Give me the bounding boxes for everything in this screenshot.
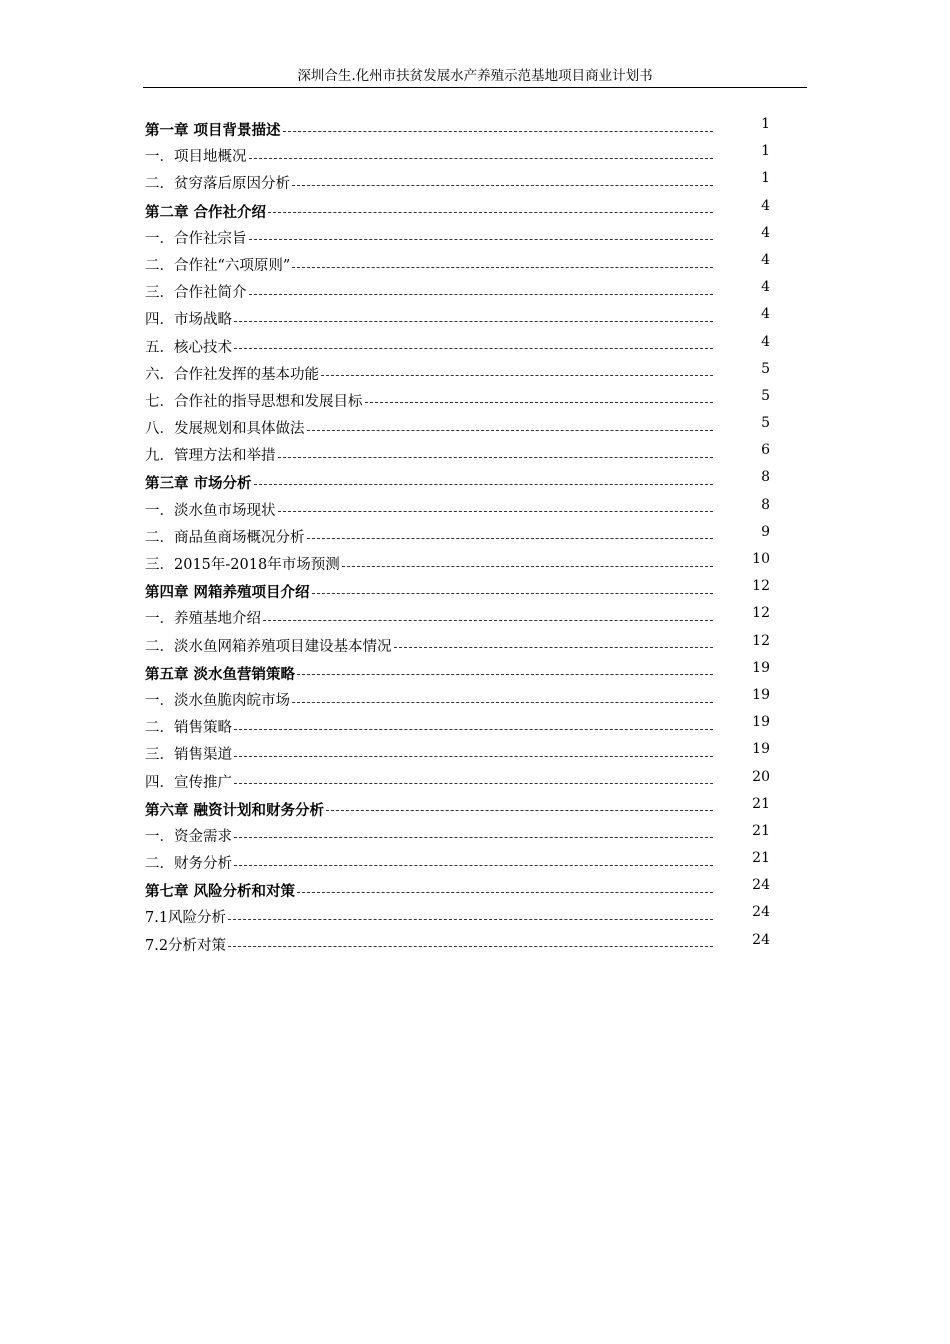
toc-page-number: 20	[752, 768, 770, 785]
toc-entry-label: 第二章 合作社介绍	[145, 203, 267, 221]
toc-section-entry[interactable]	[145, 552, 785, 579]
toc-section-entry[interactable]	[145, 851, 785, 878]
toc-section-entry[interactable]	[145, 606, 785, 633]
toc-chapter-entry[interactable]	[145, 579, 785, 606]
toc-section-entry[interactable]	[145, 715, 785, 742]
toc-section-entry[interactable]	[145, 362, 785, 389]
toc-page-number: 8	[761, 469, 770, 486]
toc-dot-leader	[394, 647, 713, 648]
toc-entry-label: 二．合作社“六项原则”	[145, 257, 291, 274]
toc-entry-label: 一．淡水鱼脆肉皖市场	[145, 692, 290, 709]
toc-entry-label: 二．销售策略	[145, 720, 232, 737]
toc-entry-label: 二．贫穷落后原因分析	[145, 176, 290, 193]
toc-entry-label: 第四章 网箱养殖项目介绍	[145, 584, 310, 602]
toc-dot-leader	[283, 131, 713, 132]
toc-entry-label: 一．合作社宗旨	[145, 230, 247, 247]
toc-dot-leader	[297, 892, 713, 893]
toc-entry-label: 一．养殖基地介绍	[145, 611, 261, 628]
toc-page-number: 12	[752, 632, 770, 649]
toc-dot-leader	[234, 729, 713, 730]
toc-chapter-entry[interactable]	[145, 797, 785, 824]
toc-section-entry[interactable]	[145, 144, 785, 171]
toc-entry-label: 二．商品鱼商场概况分析	[145, 529, 305, 546]
toc-page-number: 4	[761, 224, 770, 241]
toc-dot-leader	[342, 566, 713, 567]
toc-dot-leader	[234, 865, 713, 866]
document-title: 深圳合生.化州市扶贫发展水产养殖示范基地项目商业计划书	[297, 68, 653, 84]
toc-dot-leader	[234, 837, 713, 838]
toc-page-number: 24	[752, 904, 770, 921]
toc-dot-leader	[228, 946, 713, 947]
toc-entry-label: 四．市场战略	[145, 312, 232, 329]
toc-entry-label: 四．宣传推广	[145, 774, 232, 791]
toc-dot-leader	[268, 212, 713, 213]
toc-page-number: 8	[761, 496, 770, 513]
toc-section-entry[interactable]	[145, 171, 785, 198]
toc-section-entry[interactable]	[145, 634, 785, 661]
toc-dot-leader	[249, 294, 713, 295]
toc-page-number: 5	[761, 387, 770, 404]
toc-dot-leader	[292, 185, 713, 186]
toc-dot-leader	[278, 511, 713, 512]
toc-page-number: 9	[761, 523, 770, 540]
toc-section-entry[interactable]	[145, 226, 785, 253]
toc-entry-label: 三．销售渠道	[145, 747, 232, 764]
toc-dot-leader	[263, 620, 713, 621]
toc-page-number: 1	[761, 116, 770, 132]
toc-page-number: 19	[752, 686, 770, 703]
toc-entry-label: 7.2分析对策	[145, 937, 227, 954]
toc-chapter-entry[interactable]	[145, 470, 785, 497]
toc-dot-leader	[326, 810, 713, 811]
toc-page-number: 4	[761, 197, 770, 214]
toc-chapter-entry[interactable]	[145, 661, 785, 688]
toc-section-entry[interactable]	[145, 905, 785, 932]
toc-entry-label: 八．发展规划和具体做法	[145, 421, 305, 438]
toc-page-number: 21	[752, 795, 770, 812]
toc-page-number: 4	[761, 306, 770, 323]
toc-entry-label: 第三章 市场分析	[145, 475, 252, 493]
toc-entry-label: 七．合作社的指导思想和发展目标	[145, 393, 363, 410]
toc-section-entry[interactable]	[145, 525, 785, 552]
toc-page-number: 24	[752, 931, 770, 948]
page-header	[143, 67, 807, 88]
toc-section-entry[interactable]	[145, 770, 785, 797]
toc-dot-leader	[234, 348, 713, 349]
toc-page-number: 1	[761, 170, 770, 187]
toc-dot-leader	[249, 158, 713, 159]
toc-page-number: 21	[752, 850, 770, 867]
toc-page-number: 10	[752, 551, 770, 567]
toc-section-entry[interactable]	[145, 933, 785, 960]
toc-dot-leader	[234, 756, 713, 757]
toc-page-number: 19	[752, 741, 770, 758]
toc-dot-leader	[292, 267, 713, 268]
toc-entry-label: 第五章 淡水鱼营销策略	[145, 665, 296, 683]
toc-dot-leader	[278, 457, 713, 458]
toc-dot-leader	[292, 702, 713, 703]
toc-entry-label: 九．管理方法和举措	[145, 448, 276, 465]
toc-section-entry[interactable]	[145, 335, 785, 362]
toc-dot-leader	[312, 593, 713, 594]
toc-page-number: 4	[761, 251, 770, 268]
toc-section-entry[interactable]	[145, 389, 785, 416]
toc-page-number: 21	[752, 822, 770, 839]
toc-section-entry[interactable]	[145, 498, 785, 525]
toc-page-number: 4	[761, 333, 770, 350]
toc-entry-label: 二．淡水鱼网箱养殖项目建设基本情况	[145, 638, 392, 655]
toc-dot-leader	[307, 538, 713, 539]
toc-entry-label: 六．合作社发挥的基本功能	[145, 366, 319, 383]
toc-page-number: 12	[752, 578, 770, 595]
toc-dot-leader	[234, 321, 713, 322]
toc-entry-label: 第七章 风险分析和对策	[145, 883, 296, 901]
toc-dot-leader	[321, 375, 713, 376]
toc-entry-label: 第六章 融资计划和财务分析	[145, 801, 325, 819]
toc-dot-leader	[365, 402, 713, 403]
toc-section-entry[interactable]	[145, 280, 785, 307]
toc-section-entry[interactable]	[145, 253, 785, 280]
toc-entry-label: 三．合作社简介	[145, 285, 247, 302]
toc-chapter-entry[interactable]	[145, 199, 785, 226]
toc-page-number: 5	[761, 360, 770, 377]
toc-page-number: 19	[752, 659, 770, 676]
toc-section-entry[interactable]	[145, 416, 785, 443]
toc-dot-leader	[254, 484, 713, 485]
toc-section-entry[interactable]	[145, 824, 785, 851]
toc-dot-leader	[228, 919, 713, 920]
toc-section-entry[interactable]	[145, 443, 785, 470]
toc-entry-label: 一．淡水鱼市场现状	[145, 502, 276, 519]
toc-page-number: 1	[761, 143, 770, 160]
toc-entry-label: 五．核心技术	[145, 339, 232, 356]
toc-entry-label: 7.1风险分析	[145, 910, 227, 927]
toc-entry-label: 二．财务分析	[145, 856, 232, 873]
toc-entry-label: 一．项目地概况	[145, 149, 247, 166]
toc-page-number: 24	[752, 877, 770, 894]
toc-page-number: 12	[752, 605, 770, 622]
table-of-contents	[145, 117, 785, 960]
toc-page-number: 6	[761, 442, 770, 459]
toc-chapter-entry[interactable]	[145, 117, 785, 144]
toc-entry-label: 三．2015年-2018年市场预测	[145, 557, 340, 573]
toc-chapter-entry[interactable]	[145, 878, 785, 905]
toc-entry-label: 第一章 项目背景描述	[145, 122, 281, 139]
toc-page-number: 4	[761, 279, 770, 296]
toc-page-number: 5	[761, 415, 770, 432]
toc-entry-label: 一．资金需求	[145, 828, 232, 845]
toc-section-entry[interactable]	[145, 688, 785, 715]
toc-dot-leader	[307, 430, 713, 431]
toc-section-entry[interactable]	[145, 742, 785, 769]
toc-dot-leader	[249, 239, 713, 240]
toc-dot-leader	[297, 674, 713, 675]
toc-page-number: 19	[752, 714, 770, 731]
toc-dot-leader	[234, 783, 713, 784]
toc-section-entry[interactable]	[145, 307, 785, 334]
